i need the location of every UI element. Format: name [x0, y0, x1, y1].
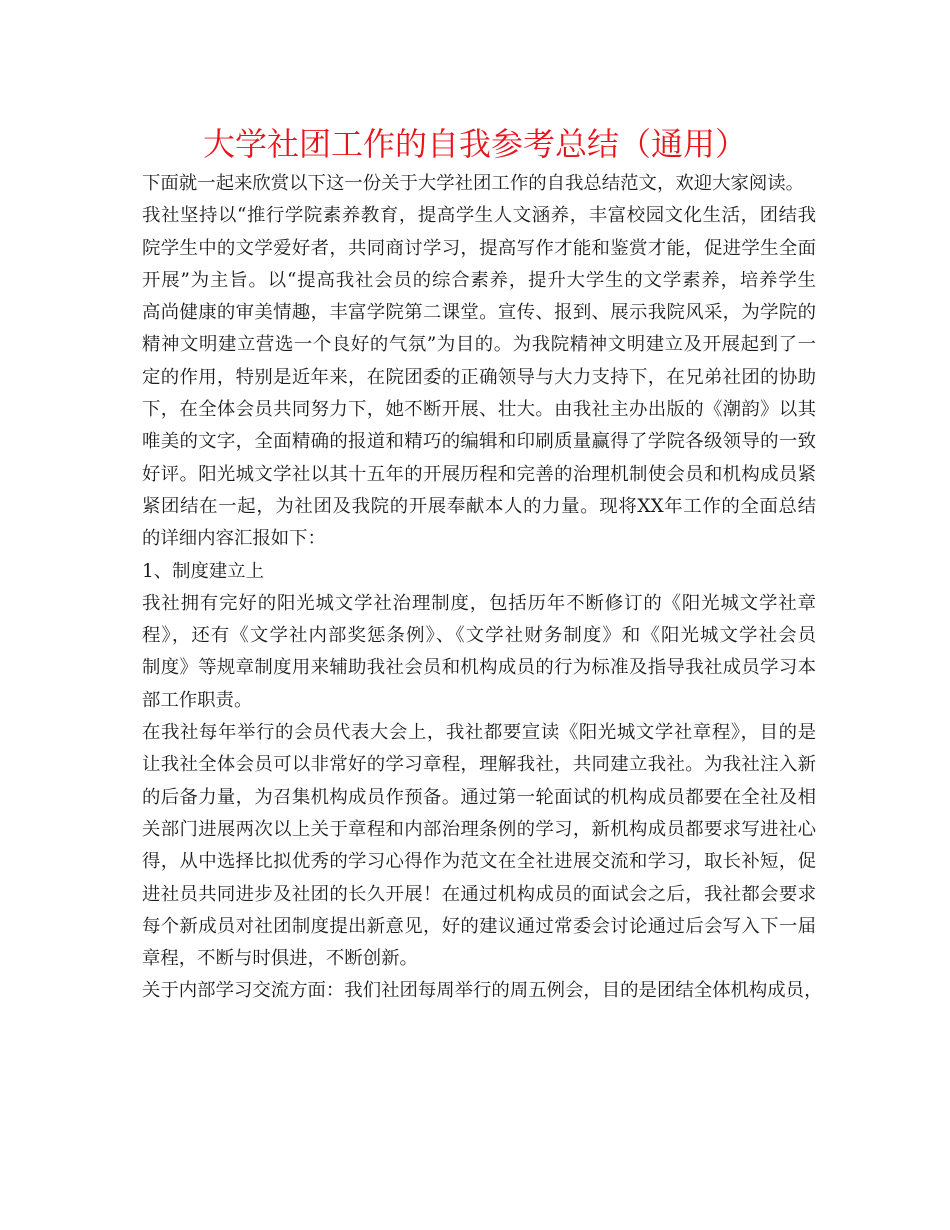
text-line: 高尚健康的审美情趣，丰富学院第二课堂。宣传、报到、展示我院风采，为学院的	[142, 302, 816, 324]
text-line: 在我社每年举行的会员代表大会上，我社都要宣读《阳光城文学社章程》，目的是	[142, 722, 816, 744]
text-line: 我社坚持以“推行学院素养教育，提高学生人文涵养，丰富校园文化生活，团结我	[142, 205, 816, 227]
text-line: 部工作职责。	[142, 689, 253, 711]
text-line: 的详细内容汇报如下：	[142, 528, 326, 550]
text-line: 开展”为主旨。以“提高我社会员的综合素养，提升大学生的文学素养，培养学生	[142, 269, 816, 291]
section-heading: 1、制度建立上	[142, 560, 265, 582]
text-line: 关部门进展两次以上关于章程和内部治理条例的学习，新机构成员都要求写进社心	[142, 818, 816, 840]
text-line: 我社拥有完好的阳光城文学社治理制度，包括历年不断修订的《阳光城文学社章	[142, 592, 816, 614]
text-line: 紧团结在一起，为社团及我院的开展奉献本人的力量。现将XX年工作的全面总结	[142, 495, 816, 517]
text-line: 唯美的文字，全面精确的报道和精巧的编辑和印刷质量赢得了学院各级领导的一致	[142, 431, 816, 453]
text-line: 得，从中选择比拟优秀的学习心得作为范文在全社进展交流和学习，取长补短，促	[142, 851, 816, 873]
text-line: 精神文明建立营选一个良好的气氛”为目的。为我院精神文明建立及开展起到了一	[142, 334, 816, 356]
text-line: 每个新成员对社团制度提出新意见，好的建议通过常委会讨论通过后会写入下一届	[142, 915, 816, 937]
text-line: 好评。阳光城文学社以其十五年的开展历程和完善的治理机制使会员和机构成员紧	[142, 463, 816, 485]
document-body	[142, 168, 823, 1008]
text-line: 章程，不断与时俱进，不断创新。	[142, 948, 418, 970]
text-line: 院学生中的文学爱好者，共同商讨学习，提高写作才能和鉴赏才能，促进学生全面	[142, 237, 816, 259]
text-line: 定的作用，特别是近年来，在院团委的正确领导与大力支持下，在兄弟社团的协助	[142, 366, 816, 388]
text-line: 程》，还有《文学社内部奖惩条例》、《文学社财务制度》和《阳光城文学社会员	[142, 625, 816, 647]
text-line: 的后备力量，为召集机构成员作预备。通过第一轮面试的机构成员都要在全社及相	[142, 786, 816, 808]
text-line: 下，在全体会员共同努力下，她不断开展、壮大。由我社主办出版的《潮韵》以其	[142, 399, 816, 421]
text-line: 制度》等规章制度用来辅助我社会员和机构成员的行为标准及指导我社成员学习本	[142, 657, 816, 679]
text-line: 下面就一起来欣赏以下这一份关于大学社团工作的自我总结范文，欢迎大家阅读。	[142, 173, 805, 194]
text-line: 让我社全体会员可以非常好的学习章程，理解我社，共同建立我社。为我社注入新	[142, 754, 816, 776]
document-title: 大学社团工作的自我参考总结（通用）	[202, 125, 747, 163]
text-line: 进社员共同进步及社团的长久开展！在通过机构成员的面试会之后，我社都会要求	[142, 883, 816, 905]
text-line: 关于内部学习交流方面：我们社团每周举行的周五例会，目的是团结全体机构成员，	[142, 980, 823, 1002]
